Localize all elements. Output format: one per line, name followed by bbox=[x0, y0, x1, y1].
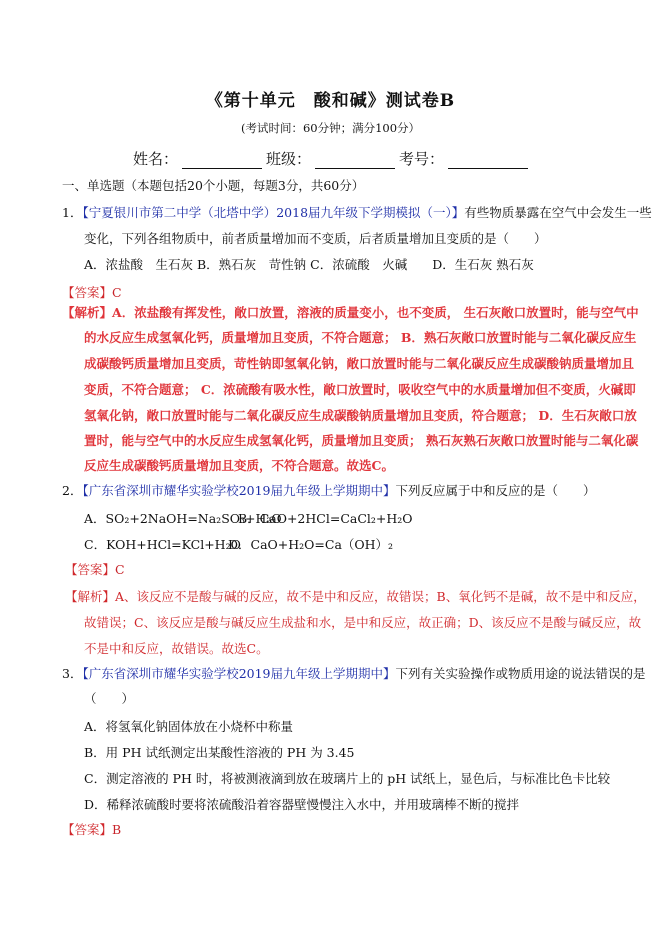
section-heading: 一、单选题（本题包括20个小题，每题3分，共60分） bbox=[62, 178, 365, 193]
option-a: A．将氢氧化钠固体放在小烧杯中称量 bbox=[84, 719, 294, 734]
option-b: B．用 PH 试纸测定出某酸性溶液的 PH 为 3.45 bbox=[84, 745, 355, 760]
name-label: 姓名： bbox=[133, 150, 179, 168]
analysis-line: 氢氧化钠，敞口放置时能与二氧化碳反应生成碳酸钠质量增加且变质，符合题意； D．生石灰敞口放 bbox=[84, 408, 637, 423]
question-number: 2． bbox=[62, 483, 83, 498]
question-stem: 下列反应属于中和反应的是（ ） bbox=[395, 483, 596, 498]
analysis bbox=[62, 305, 639, 321]
exam-info: (考试时间：60分钟；满分100分） bbox=[240, 121, 421, 135]
analysis-line: 反应生成碳酸钙质量增加且变质，不符合题意。故选C。 bbox=[84, 458, 394, 473]
question-source: 【宁夏银川市第二中学（北塔中学）2018届九年级下学期模拟（一）】 bbox=[82, 205, 465, 220]
option-c: C．KOH+HCl=KCl+H₂O bbox=[84, 537, 241, 552]
analysis-line: 不是中和反应，故错误。故选C。 bbox=[84, 641, 269, 656]
analysis-label: 【解析】 bbox=[62, 305, 113, 320]
question-options: A．浓盐酸 生石灰 B．熟石灰 苛性钠 C．浓硫酸 火碱 D．生石灰 熟石灰 bbox=[84, 257, 534, 272]
option-c: C．测定溶液的 PH 时，将被测液滴到放在玻璃片上的 pH 试纸上，显色后，与标准比色卡比较 bbox=[84, 771, 611, 786]
answer-value: C bbox=[112, 285, 122, 300]
question-2 bbox=[62, 483, 596, 499]
question-number: 1． bbox=[62, 205, 83, 220]
page-title: 《第十单元 酸和碱》测试卷B bbox=[205, 91, 456, 111]
number-blank bbox=[448, 152, 528, 169]
question-stem: 变化，下列各组物质中，前者质量增加而不变质，后者质量增加且变质的是（ ） bbox=[84, 231, 547, 246]
analysis-line: 成碳酸钙质量增加且变质，苛性钠即氢氧化钠，敞口放置时能与二氧化碳反应生成碳酸钠质量增加且 bbox=[84, 356, 635, 371]
answer-label: 【答案】 bbox=[65, 562, 116, 577]
analysis-line: A．浓盐酸有挥发性，敞口放置，溶液的质量变小，也不变质， 生石灰敞口放置时，能与空气中 bbox=[112, 305, 639, 320]
class-label: 班级： bbox=[266, 150, 312, 168]
option-d: D．稀释浓硫酸时要将浓硫酸沿着容器壁慢慢注入水中，并用玻璃棒不断的搅拌 bbox=[84, 797, 520, 812]
option-d: D．CaO+H₂O=Ca（OH）₂ bbox=[228, 537, 394, 552]
question-stem: 下列有关实验操作或物质用途的说法错误的是 bbox=[395, 666, 646, 681]
analysis-label: 【解析】 bbox=[65, 589, 116, 604]
analysis-line: 故错误；C、该反应是酸与碱反应生成盐和水，是中和反应，故正确；D、该反应不是酸与碱反应，故 bbox=[84, 615, 642, 630]
analysis bbox=[65, 589, 646, 605]
question-1 bbox=[62, 205, 652, 221]
analysis-line: 置时，能与空气中的水反应生成氢氧化钙，质量增加且变质； 熟石灰熟石灰敞口放置时能与二氧化碳 bbox=[84, 433, 639, 448]
class-blank bbox=[315, 152, 395, 169]
question-source: 【广东省深圳市耀华实验学校2019届九年级上学期期中】 bbox=[82, 483, 396, 498]
question-3 bbox=[62, 666, 646, 682]
analysis-line: 的水反应生成氢氧化钙，质量增加且变质，不符合题意； B．熟石灰敞口放置时能与二氧化碳反应生 bbox=[84, 330, 637, 345]
name-blank bbox=[182, 152, 262, 169]
question-stem: （ ） bbox=[84, 691, 135, 706]
answer-label: 【答案】 bbox=[62, 285, 113, 300]
answer-value: B bbox=[112, 822, 122, 837]
question-source: 【广东省深圳市耀华实验学校2019届九年级上学期期中】 bbox=[82, 666, 396, 681]
answer bbox=[62, 822, 121, 838]
answer-label: 【答案】 bbox=[62, 822, 113, 837]
answer-value: C bbox=[115, 562, 125, 577]
analysis-line: A、该反应不是酸与碱的反应，故不是中和反应，故错误；B、氧化钙不是碱，故不是中和反应， bbox=[115, 589, 646, 604]
analysis-line: 变质，不符合题意； C．浓硫酸有吸水性，敞口放置时，吸收空气中的水质量增加但不变质，火碱即 bbox=[84, 382, 636, 397]
student-info bbox=[133, 148, 532, 169]
question-number: 3． bbox=[62, 666, 83, 681]
option-b: B．CaO+2HCl=CaCl₂+H₂O bbox=[238, 511, 413, 526]
answer bbox=[65, 562, 125, 578]
answer bbox=[62, 285, 122, 301]
option-a: A．SO₂+2NaOH=Na₂SO₃+H₂O bbox=[84, 511, 282, 526]
question-stem: 有些物质暴露在空气中会发生一些 bbox=[464, 205, 652, 220]
number-label: 考号： bbox=[399, 150, 445, 168]
